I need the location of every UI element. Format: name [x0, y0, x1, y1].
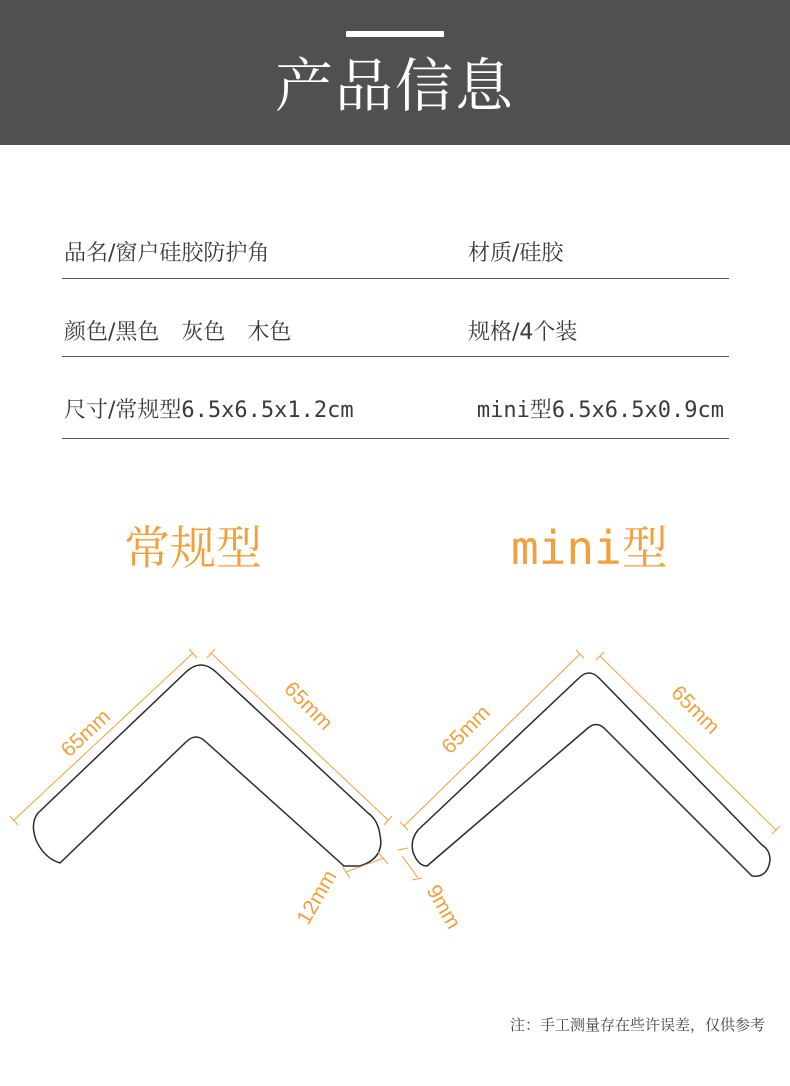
mini-thickness-label: 9mm [421, 881, 465, 933]
regular-right-dim-label: 65mm [279, 677, 337, 735]
regular-type-title: 常规型 [124, 521, 262, 575]
mini-corner-guard [412, 673, 770, 876]
size-regular-value: 6.5x6.5x1.2cm [181, 398, 354, 423]
regular-thickness-label: 12mm [292, 866, 342, 929]
page-title: 产品信息 [274, 52, 515, 120]
measurement-footnote: 注：手工测量存在些许误差，仅供参考 [509, 1016, 765, 1034]
spec-name: 品名/窗户硅胶防护角 [64, 241, 270, 266]
spec-size-mini [477, 396, 724, 426]
spec-size-regular [64, 396, 354, 426]
mini-left-dim-label: 65mm [437, 701, 495, 759]
mini-type-title: mini型 [511, 521, 668, 575]
regular-corner-guard [33, 665, 380, 866]
size-mini-value: 6.5x6.5x0.9cm [551, 398, 724, 423]
mini-right-dim-label: 65mm [666, 681, 724, 739]
spec-pack: 规格/4个装 [468, 320, 578, 345]
header-decoration-line [346, 31, 444, 37]
spec-material: 材质/硅胶 [468, 241, 564, 266]
spec-divider [62, 438, 729, 439]
size-label: 尺寸/常规型 [64, 398, 182, 423]
spec-colors: 颜色/黑色 灰色 木色 [64, 320, 292, 345]
size-mini-label: mini型 [476, 398, 552, 423]
spec-divider [62, 278, 729, 279]
header-banner [0, 0, 790, 145]
spec-divider [62, 356, 729, 357]
dimension-diagram [0, 620, 790, 940]
regular-left-dim-label: 65mm [56, 705, 116, 762]
